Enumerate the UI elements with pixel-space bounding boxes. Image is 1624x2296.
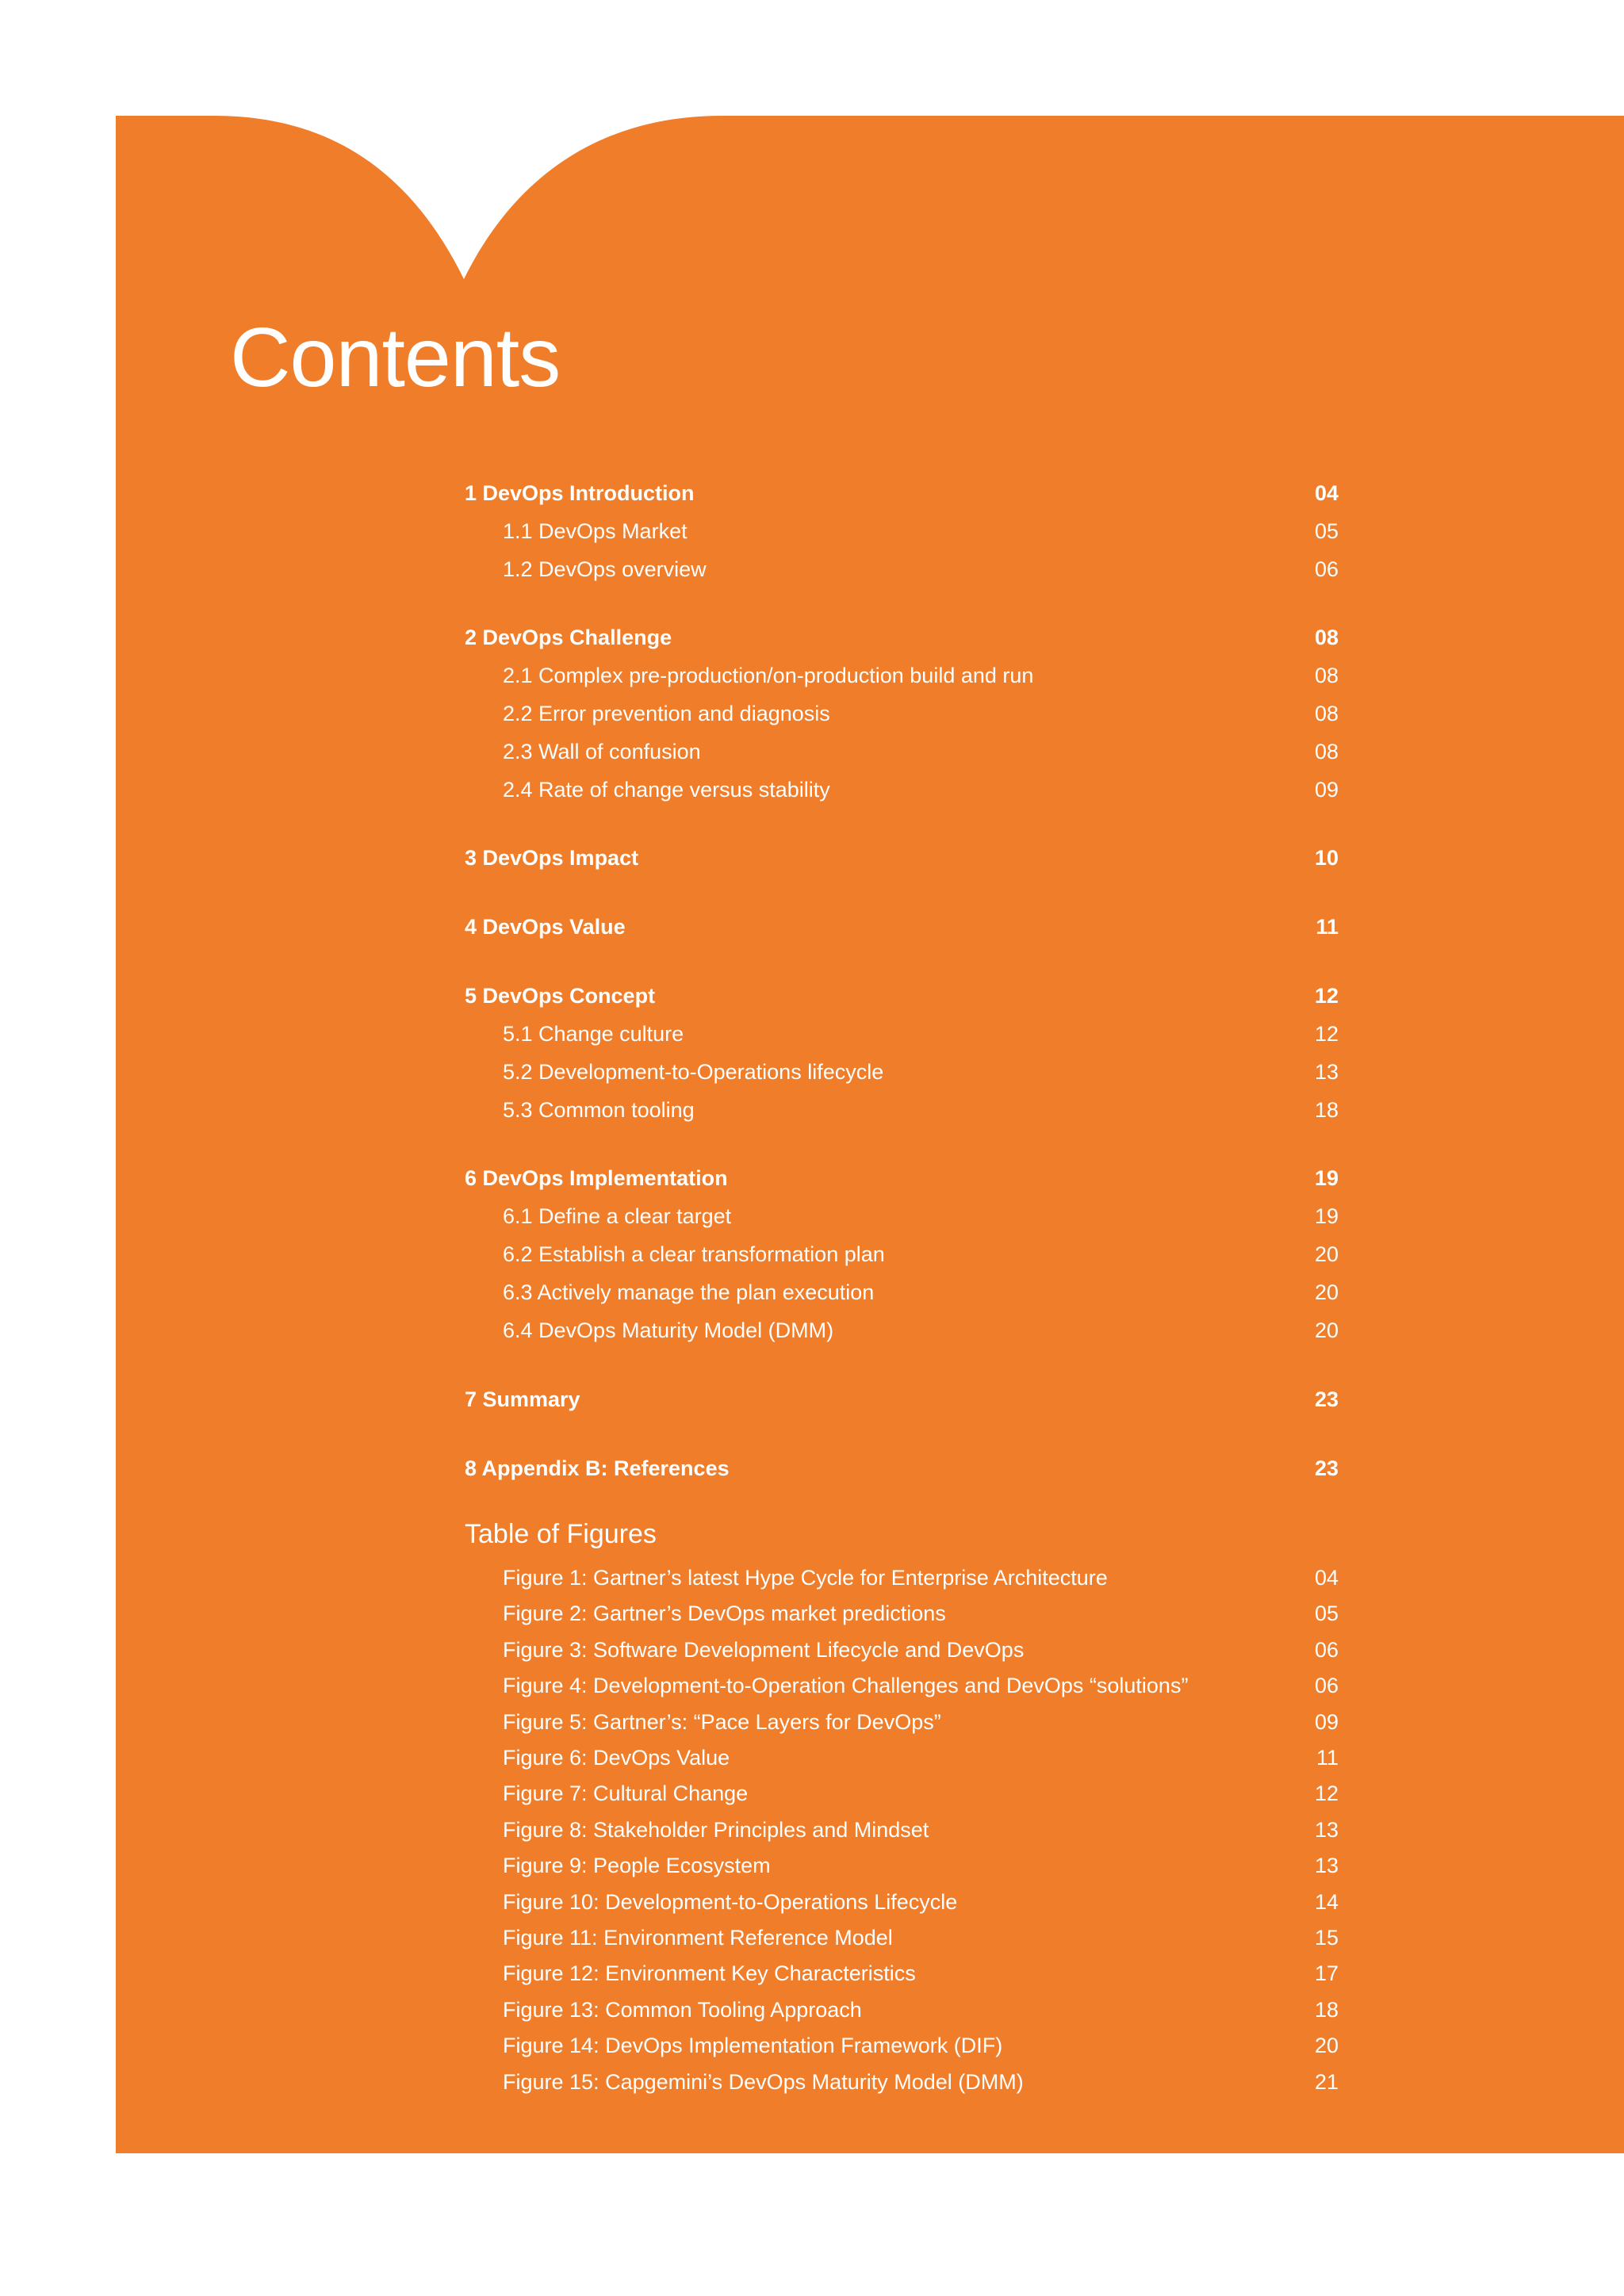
toc-entry-label: 6.2 Establish a clear transformation plan xyxy=(503,1242,885,1266)
toc-entry-page-number: 08 xyxy=(1314,739,1339,763)
toc-entry-label: 2 DevOps Challenge xyxy=(465,625,672,649)
toc-entry-label: 1.1 DevOps Market xyxy=(503,519,688,543)
figure-entry[interactable] xyxy=(465,1992,1339,2027)
toc-entry-page-number: 23 xyxy=(1314,1456,1339,1480)
toc-entry-label: 6 DevOps Implementation xyxy=(465,1165,728,1190)
figure-entry-label: Figure 10: Development-to-Operations Lifecycle xyxy=(503,1889,958,1914)
figure-entry-label: Figure 5: Gartner’s: “Pace Layers for DevOps” xyxy=(503,1709,941,1734)
figure-entry-page-number: 20 xyxy=(1314,2033,1339,2057)
figure-entry[interactable] xyxy=(465,1740,1339,1775)
toc-subsection-entry[interactable] xyxy=(465,772,1339,807)
figure-entry-label: Figure 14: DevOps Implementation Framework (DIF) xyxy=(503,2033,1003,2057)
toc-section-entry[interactable] xyxy=(465,909,1339,944)
figure-entry-label: Figure 13: Common Tooling Approach xyxy=(503,1997,862,2022)
table-of-figures-heading: Table of Figures xyxy=(465,1519,657,1549)
toc-subsection-entry[interactable] xyxy=(465,1313,1339,1348)
toc-entry-page-number: 06 xyxy=(1314,557,1339,581)
toc-subsection-entry[interactable] xyxy=(465,1199,1339,1234)
figure-entry-page-number: 09 xyxy=(1314,1709,1339,1734)
figure-entry-label: Figure 8: Stakeholder Principles and Mindset xyxy=(503,1817,929,1842)
toc-entry-page-number: 04 xyxy=(1314,480,1339,505)
figure-entry-page-number: 15 xyxy=(1314,1925,1339,1950)
toc-entry-label: 2.1 Complex pre-production/on-production build and run xyxy=(503,663,1034,687)
toc-entry-page-number: 18 xyxy=(1314,1097,1339,1122)
figure-entry[interactable] xyxy=(465,1596,1339,1631)
toc-entry-page-number: 11 xyxy=(1316,914,1339,939)
figure-entry[interactable] xyxy=(465,2064,1339,2099)
figure-entry-page-number: 04 xyxy=(1314,1565,1339,1590)
toc-entry-label: 6.4 DevOps Maturity Model (DMM) xyxy=(503,1318,834,1342)
toc-subsection-entry[interactable] xyxy=(465,552,1339,587)
toc-entry-page-number: 08 xyxy=(1314,625,1339,649)
figure-entry-label: Figure 4: Development-to-Operation Challenges and DevOps “solutions” xyxy=(503,1673,1189,1697)
toc-subsection-entry[interactable] xyxy=(465,1237,1339,1272)
figure-entry-label: Figure 6: DevOps Value xyxy=(503,1745,730,1770)
toc-section-entry[interactable] xyxy=(465,1161,1339,1196)
figure-entry-page-number: 18 xyxy=(1314,1997,1339,2022)
toc-subsection-entry[interactable] xyxy=(465,514,1339,549)
figure-entry-page-number: 14 xyxy=(1314,1889,1339,1914)
toc-section-entry[interactable] xyxy=(465,476,1339,511)
toc-entry-label: 8 Appendix B: References xyxy=(465,1456,730,1480)
toc-subsection-entry[interactable] xyxy=(465,1054,1339,1089)
figure-entry[interactable] xyxy=(465,1956,1339,1991)
toc-entry-page-number: 12 xyxy=(1314,1021,1339,1046)
figure-entry[interactable] xyxy=(465,1560,1339,1595)
figure-entry-label: Figure 9: People Ecosystem xyxy=(503,1853,771,1877)
toc-entry-page-number: 19 xyxy=(1314,1165,1339,1190)
figure-entry[interactable] xyxy=(465,1812,1339,1847)
figure-entry-label: Figure 12: Environment Key Characteristics xyxy=(503,1961,916,1985)
toc-subsection-entry[interactable] xyxy=(465,734,1339,769)
toc-entry-label: 5.2 Development-to-Operations lifecycle xyxy=(503,1059,884,1084)
figure-entry[interactable] xyxy=(465,2028,1339,2063)
figure-entry-page-number: 17 xyxy=(1314,1961,1339,1985)
toc-entry-page-number: 20 xyxy=(1314,1242,1339,1266)
figure-entry-label: Figure 1: Gartner’s latest Hype Cycle for Enterprise Architecture xyxy=(503,1565,1108,1590)
toc-entry-label: 7 Summary xyxy=(465,1387,580,1411)
figure-entry-label: Figure 11: Environment Reference Model xyxy=(503,1925,893,1950)
toc-entry-page-number: 10 xyxy=(1314,845,1339,870)
figure-entry[interactable] xyxy=(465,1920,1339,1955)
figure-entry-label: Figure 15: Capgemini’s DevOps Maturity Model (DMM) xyxy=(503,2069,1024,2094)
toc-entry-page-number: 20 xyxy=(1314,1280,1339,1304)
toc-entry-page-number: 12 xyxy=(1314,983,1339,1008)
toc-section-entry[interactable] xyxy=(465,978,1339,1013)
figure-entry-page-number: 11 xyxy=(1316,1745,1339,1770)
figure-entry-page-number: 06 xyxy=(1314,1637,1339,1662)
toc-entry-page-number: 09 xyxy=(1314,777,1339,802)
toc-subsection-entry[interactable] xyxy=(465,1016,1339,1051)
figure-entry-label: Figure 7: Cultural Change xyxy=(503,1781,749,1805)
toc-entry-label: 6.1 Define a clear target xyxy=(503,1203,732,1228)
toc-entry-label: 2.3 Wall of confusion xyxy=(503,739,701,763)
toc-entry-page-number: 13 xyxy=(1314,1059,1339,1084)
toc-entry-label: 5.3 Common tooling xyxy=(503,1097,695,1122)
figure-entry-label: Figure 2: Gartner’s DevOps market predictions xyxy=(503,1601,946,1625)
toc-subsection-entry[interactable] xyxy=(465,658,1339,693)
page-title: Contents xyxy=(230,311,561,404)
toc-entry-page-number: 05 xyxy=(1314,519,1339,543)
toc-section-entry[interactable] xyxy=(465,840,1339,875)
figure-entry-page-number: 13 xyxy=(1314,1817,1339,1842)
figure-entry[interactable] xyxy=(465,1848,1339,1883)
toc-entry-label: 6.3 Actively manage the plan execution xyxy=(503,1280,875,1304)
figure-entry[interactable] xyxy=(465,1668,1339,1703)
toc-section-entry[interactable] xyxy=(465,1451,1339,1486)
toc-entry-label: 3 DevOps Impact xyxy=(465,845,639,870)
toc-entry-label: 2.2 Error prevention and diagnosis xyxy=(503,701,830,725)
toc-subsection-entry[interactable] xyxy=(465,1275,1339,1310)
toc-entry-label: 1.2 DevOps overview xyxy=(503,557,707,581)
figure-entry-page-number: 12 xyxy=(1314,1781,1339,1805)
figure-entry[interactable] xyxy=(465,1632,1339,1667)
toc-entry-page-number: 23 xyxy=(1314,1387,1339,1411)
figure-entry-page-number: 21 xyxy=(1314,2069,1339,2094)
toc-entry-page-number: 08 xyxy=(1314,663,1339,687)
figure-entry[interactable] xyxy=(465,1885,1339,1919)
figure-entry-page-number: 13 xyxy=(1314,1853,1339,1877)
toc-subsection-entry[interactable] xyxy=(465,1093,1339,1127)
toc-entry-label: 4 DevOps Value xyxy=(465,914,626,939)
toc-entry-page-number: 20 xyxy=(1314,1318,1339,1342)
toc-section-entry[interactable] xyxy=(465,620,1339,655)
figure-entry-page-number: 06 xyxy=(1314,1673,1339,1697)
toc-entry-page-number: 19 xyxy=(1314,1203,1339,1228)
figure-entry[interactable] xyxy=(465,1776,1339,1811)
toc-subsection-entry[interactable] xyxy=(465,696,1339,731)
figure-entry[interactable] xyxy=(465,1705,1339,1739)
toc-entry-label: 1 DevOps Introduction xyxy=(465,480,695,505)
toc-entry-label: 2.4 Rate of change versus stability xyxy=(503,777,830,802)
toc-entry-page-number: 08 xyxy=(1314,701,1339,725)
figure-entry-label: Figure 3: Software Development Lifecycle and DevOps xyxy=(503,1637,1025,1662)
toc-entry-label: 5.1 Change culture xyxy=(503,1021,684,1046)
toc-entry-label: 5 DevOps Concept xyxy=(465,983,656,1008)
toc-section-entry[interactable] xyxy=(465,1382,1339,1417)
figure-entry-page-number: 05 xyxy=(1314,1601,1339,1625)
